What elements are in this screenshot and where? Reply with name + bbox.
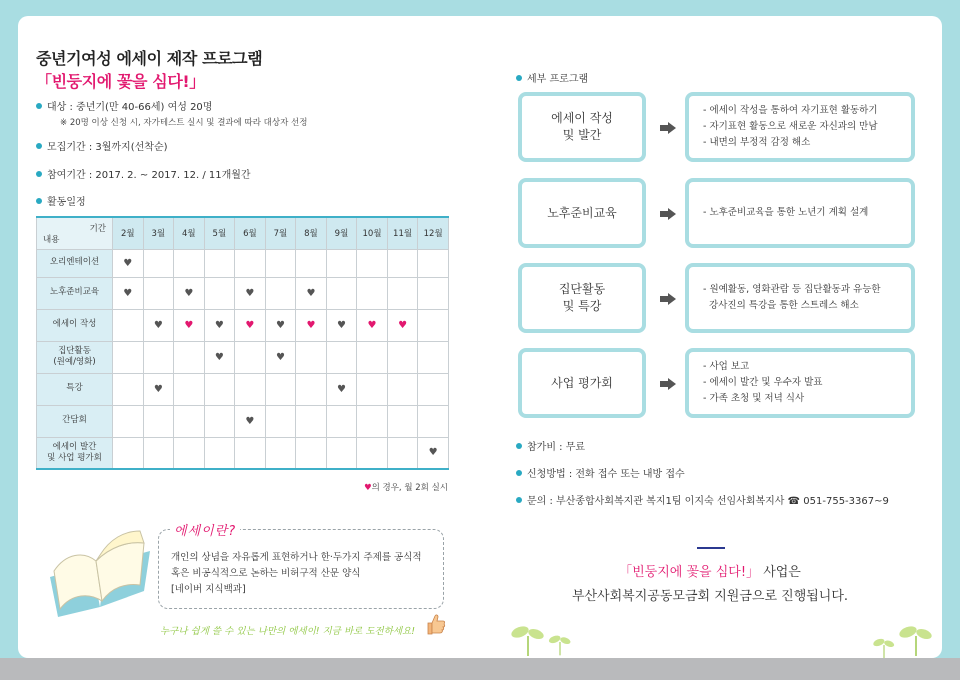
sprout-icon	[872, 636, 896, 658]
contact-text: 문의 : 부산종합사회복지관 복지1팀 이지숙 선임사회복지사 ☎ 051-755-3367~9	[527, 496, 889, 507]
schedule-cell	[204, 277, 235, 309]
activity-name: 노후준비교육	[37, 277, 113, 309]
heart-icon: ♥	[265, 341, 296, 373]
bullet-icon	[516, 497, 522, 503]
legend-text: 의 경우, 월 2회 실시	[371, 483, 448, 493]
schedule-row	[37, 309, 449, 341]
schedule-cell	[296, 405, 327, 437]
heart-icon: ♥	[174, 277, 205, 309]
month-header: 6월	[235, 217, 266, 249]
schedule-cell	[357, 249, 388, 277]
schedule-cell	[296, 341, 327, 373]
heart-icon: ♥	[113, 249, 144, 277]
bullet-icon	[516, 470, 522, 476]
sprout-icon	[510, 622, 546, 656]
program-name-box: 노후준비교육	[518, 178, 646, 248]
footer-divider	[697, 547, 725, 549]
essay-title: 에세이란?	[170, 520, 240, 539]
schedule-cell	[418, 341, 449, 373]
schedule-cell	[265, 437, 296, 469]
schedule-cell	[174, 405, 205, 437]
activity-name: 에세이 발간 및 사업 평가회	[37, 437, 113, 469]
month-header: 7월	[265, 217, 296, 249]
program-desc-box	[685, 92, 915, 162]
sprout-icon	[898, 622, 934, 656]
schedule-cell	[418, 405, 449, 437]
details-label	[516, 70, 588, 85]
heart-icon: ♥	[296, 277, 327, 309]
schedule-cell	[174, 341, 205, 373]
schedule-cell	[326, 249, 357, 277]
essay-line-1: 개인의 상념을 자유롭게 표현하거나 한·두가지 주제를 공식적	[171, 552, 422, 563]
heart-icon: ♥	[143, 309, 174, 341]
schedule-label	[36, 193, 86, 208]
month-header: 11월	[387, 217, 418, 249]
bullet-icon	[36, 143, 42, 149]
bullet-icon	[36, 171, 42, 177]
bullet-icon	[36, 198, 42, 204]
program-desc-line: - 에세이 작성을 통하여 자기표현 활동하기	[703, 105, 878, 117]
schedule-cell	[174, 437, 205, 469]
period-text: 참여기간 : 2017. 2. ~ 2017. 12. / 11개월간	[47, 170, 251, 181]
bullet-icon	[36, 103, 42, 109]
essay-source: [네이버 지식백과]	[171, 584, 246, 596]
fee-text: 참가비 : 무료	[527, 442, 586, 453]
heart-icon: ♥	[235, 405, 266, 437]
month-header: 4월	[174, 217, 205, 249]
period-info	[36, 166, 251, 181]
recruit-info	[36, 138, 168, 153]
heart-icon: ♥	[235, 277, 266, 309]
page-title	[36, 46, 436, 92]
program-name-box: 집단활동 및 특강	[518, 263, 646, 333]
schedule-label-text: 활동일정	[47, 197, 86, 208]
month-header: 12월	[418, 217, 449, 249]
schedule-cell	[326, 341, 357, 373]
program-desc-line: - 에세이 발간 및 우수자 발표	[703, 377, 823, 389]
heart-icon: ♥	[174, 309, 205, 341]
arrow-right-icon	[660, 378, 676, 390]
program-name-box: 에세이 작성 및 발간	[518, 92, 646, 162]
schedule-cell	[143, 405, 174, 437]
schedule-table	[36, 216, 449, 470]
program-desc-line: - 노후준비교육을 통한 노년기 계획 설계	[703, 207, 869, 219]
month-header: 3월	[143, 217, 174, 249]
footer-suffix: 사업은	[759, 565, 801, 580]
heart-icon: ♥	[326, 373, 357, 405]
schedule-cell	[113, 341, 144, 373]
target-info	[36, 98, 307, 128]
corner-period: 기간	[89, 224, 106, 234]
schedule-cell	[235, 437, 266, 469]
schedule-cell	[113, 405, 144, 437]
activity-name: 집단활동 (원예/영화)	[37, 341, 113, 373]
month-header: 5월	[204, 217, 235, 249]
schedule-cell	[296, 437, 327, 469]
schedule-cell	[143, 341, 174, 373]
heart-icon: ♥	[235, 309, 266, 341]
schedule-cell	[357, 405, 388, 437]
footer-line-1	[500, 561, 920, 580]
program-desc-line: - 사업 보고	[703, 361, 750, 373]
heart-icon: ♥	[387, 309, 418, 341]
schedule-cell	[357, 373, 388, 405]
schedule-row	[37, 341, 449, 373]
schedule-cell	[265, 249, 296, 277]
heart-icon: ♥	[204, 341, 235, 373]
heart-icon: ♥	[357, 309, 388, 341]
target-text: 대상 : 중년기(만 40-66세) 여성 20명	[47, 102, 213, 113]
apply-info	[516, 465, 685, 480]
schedule-cell	[204, 249, 235, 277]
corner-content: 내용	[43, 234, 60, 245]
schedule-cell	[204, 373, 235, 405]
program-desc-line: - 원예활동, 영화관람 등 집단활동과 유능한	[703, 284, 881, 296]
schedule-cell	[326, 437, 357, 469]
schedule-cell	[174, 373, 205, 405]
activity-name: 에세이 작성	[37, 309, 113, 341]
schedule-row	[37, 277, 449, 309]
bullet-icon	[516, 75, 522, 81]
schedule-cell	[418, 249, 449, 277]
schedule-cell	[387, 373, 418, 405]
apply-text: 신청방법 : 전화 접수 또는 내방 접수	[527, 469, 685, 480]
schedule-cell	[296, 373, 327, 405]
heart-icon: ♥	[326, 309, 357, 341]
heart-icon: ♥	[418, 437, 449, 469]
sprout-icon	[548, 632, 572, 656]
schedule-cell	[387, 341, 418, 373]
recruit-value: 3월까지(선착순)	[95, 142, 168, 153]
schedule-cell	[113, 437, 144, 469]
program-desc-line: - 자기표현 활동으로 새로운 자신과의 만남	[703, 121, 878, 133]
month-header: 8월	[296, 217, 327, 249]
schedule-cell	[174, 249, 205, 277]
footer-highlight: 「빈둥지에 꽃을 심다!」	[619, 565, 760, 580]
heart-icon: ♥	[296, 309, 327, 341]
schedule-cell	[204, 405, 235, 437]
schedule-cell	[265, 277, 296, 309]
activity-name: 특강	[37, 373, 113, 405]
schedule-cell	[326, 405, 357, 437]
schedule-cell	[143, 249, 174, 277]
target-note: ※ 20명 이상 신청 시, 자가테스트 실시 및 결과에 따라 대상자 선정	[60, 118, 308, 128]
essay-line-2: 혹은 비공식적으로 논하는 비허구적 산문 양식	[171, 568, 361, 580]
bottom-strip	[0, 658, 960, 680]
schedule-cell	[143, 437, 174, 469]
schedule-legend	[300, 481, 448, 493]
schedule-row	[37, 373, 449, 405]
program-desc-line: - 내면의 부정적 감정 해소	[703, 136, 811, 148]
schedule-cell	[204, 437, 235, 469]
schedule-cell	[235, 249, 266, 277]
program-desc-box	[685, 348, 915, 418]
program-name-box: 사업 평가회	[518, 348, 646, 418]
title-highlight: 「빈둥지에 꽃을 심다!」	[36, 72, 205, 91]
schedule-cell	[265, 405, 296, 437]
recruit-label: 모집기간 :	[47, 142, 96, 153]
schedule-cell	[387, 405, 418, 437]
schedule-cell	[235, 373, 266, 405]
open-book-icon	[40, 525, 156, 617]
program-desc-box	[685, 178, 915, 248]
arrow-right-icon	[660, 293, 676, 305]
schedule-cell	[387, 249, 418, 277]
schedule-row	[37, 437, 449, 469]
schedule-cell	[357, 277, 388, 309]
schedule-row	[37, 249, 449, 277]
heart-icon: ♥	[143, 373, 174, 405]
activity-name: 간담회	[37, 405, 113, 437]
month-header: 9월	[326, 217, 357, 249]
schedule-cell	[357, 437, 388, 469]
schedule-cell	[357, 341, 388, 373]
program-desc-box	[685, 263, 915, 333]
schedule-row	[37, 405, 449, 437]
bullet-icon	[516, 443, 522, 449]
arrow-right-icon	[660, 208, 676, 220]
activity-name: 오리엔테이션	[37, 249, 113, 277]
schedule-cell	[387, 437, 418, 469]
month-header: 10월	[357, 217, 388, 249]
footer-line-2: 부산사회복지공동모금회 지원금으로 진행됩니다.	[571, 589, 849, 604]
thumbs-up-icon	[424, 612, 446, 636]
schedule-cell	[418, 373, 449, 405]
heart-icon: ♥	[113, 277, 144, 309]
essay-definition-box	[158, 529, 444, 609]
essay-slogan: 누구나 쉽게 쓸 수 있는 나만의 에세이! 지금 바로 도전하세요!	[160, 626, 416, 637]
program-desc-line: - 가족 초청 및 저녁 식사	[703, 392, 805, 404]
details-label-text: 세부 프로그램	[527, 74, 589, 85]
contact-info	[516, 492, 889, 507]
schedule-cell	[418, 277, 449, 309]
heart-icon: ♥	[363, 483, 372, 493]
fee-info	[516, 438, 585, 453]
schedule-cell	[113, 309, 144, 341]
arrow-right-icon	[660, 122, 676, 134]
schedule-cell	[326, 277, 357, 309]
schedule-cell	[418, 309, 449, 341]
schedule-cell	[296, 249, 327, 277]
schedule-cell	[143, 277, 174, 309]
program-desc-line: 강사진의 특강을 통한 스트레스 해소	[703, 300, 859, 311]
heart-icon: ♥	[265, 309, 296, 341]
schedule-header-row	[37, 217, 449, 249]
schedule-cell	[265, 373, 296, 405]
schedule-cell	[235, 341, 266, 373]
schedule-cell	[113, 373, 144, 405]
title-text: 중년기여성 에세이 제작 프로그램	[36, 49, 263, 68]
month-header: 2월	[113, 217, 144, 249]
schedule-cell	[387, 277, 418, 309]
heart-icon: ♥	[204, 309, 235, 341]
schedule-corner	[37, 217, 113, 249]
